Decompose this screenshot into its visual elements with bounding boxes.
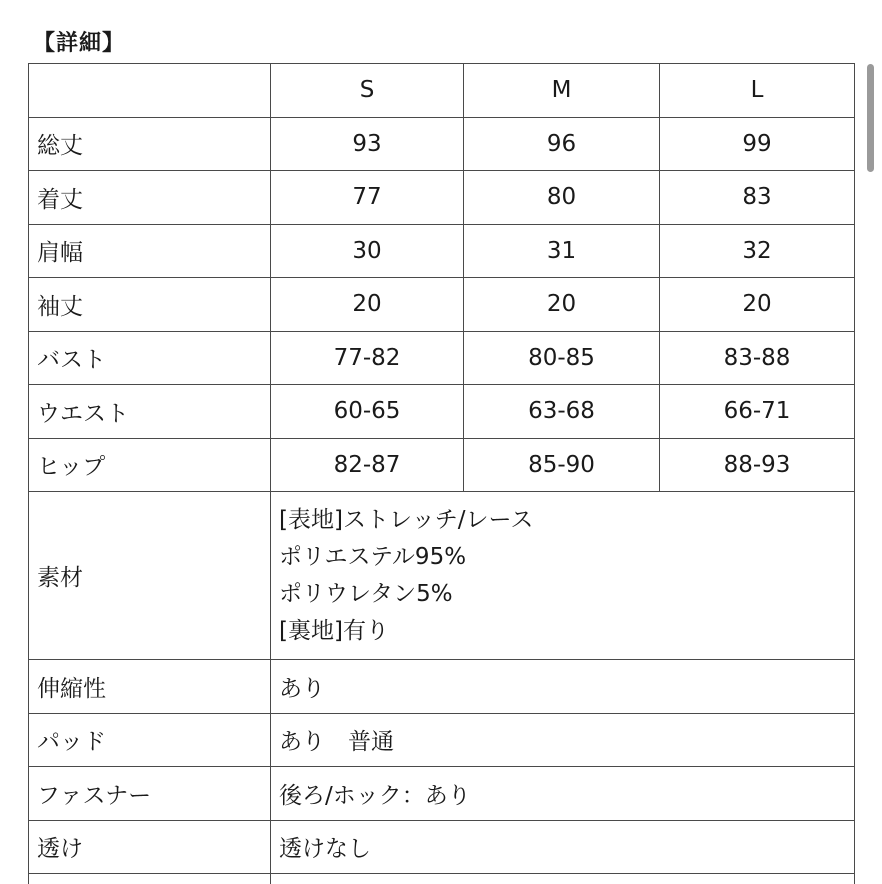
material-cell — [271, 492, 855, 660]
value-cell: 60-65 — [271, 385, 464, 439]
value-cell: 85-90 — [464, 438, 660, 492]
value-cell: 66-71 — [660, 385, 855, 439]
material-row — [29, 492, 855, 660]
detail-value: 後ろ/ホック：あり — [271, 767, 855, 821]
table-row — [29, 385, 855, 439]
scrollbar-thumb[interactable] — [867, 64, 874, 172]
table-row — [29, 660, 855, 714]
row-label: パッド — [29, 713, 271, 767]
row-label: 着丈 — [29, 171, 271, 225]
value-cell: 99 — [660, 117, 855, 171]
detail-value: 透けなし — [271, 820, 855, 874]
value-cell: 80-85 — [464, 331, 660, 385]
value-cell: 20 — [660, 278, 855, 332]
empty-cell — [29, 874, 271, 884]
size-header-s: S — [271, 64, 464, 118]
size-header-row — [29, 64, 855, 118]
material-line: ポリエステル95% — [279, 543, 467, 570]
table-row — [29, 767, 855, 821]
table-row — [29, 171, 855, 225]
size-header-m: M — [464, 64, 660, 118]
table-row — [29, 820, 855, 874]
row-label: 肩幅 — [29, 224, 271, 278]
value-cell: 83-88 — [660, 331, 855, 385]
row-label: 総丈 — [29, 117, 271, 171]
table-row — [29, 438, 855, 492]
section-heading: 【詳細】 — [33, 31, 126, 56]
value-cell: 32 — [660, 224, 855, 278]
row-label: 透け — [29, 820, 271, 874]
material-line: [表地]ストレッチ/レース — [279, 506, 534, 533]
detail-value: あり 普通 — [271, 713, 855, 767]
table-row — [29, 713, 855, 767]
value-cell: 77-82 — [271, 331, 464, 385]
value-cell: 20 — [464, 278, 660, 332]
table-row — [29, 117, 855, 171]
value-cell: 20 — [271, 278, 464, 332]
row-label: ウエスト — [29, 385, 271, 439]
table-row — [29, 224, 855, 278]
value-cell: 31 — [464, 224, 660, 278]
value-cell: 93 — [271, 117, 464, 171]
empty-cell — [271, 874, 855, 884]
corner-cell — [29, 64, 271, 118]
material-line: [裏地]有り — [279, 617, 389, 644]
material-line: ポリウレタン5% — [279, 580, 453, 607]
value-cell: 63-68 — [464, 385, 660, 439]
detail-value: あり — [271, 660, 855, 714]
value-cell: 80 — [464, 171, 660, 225]
table-row — [29, 278, 855, 332]
row-label: 伸縮性 — [29, 660, 271, 714]
table-row — [29, 331, 855, 385]
row-label: ヒップ — [29, 438, 271, 492]
table-row-cut-off — [29, 874, 855, 884]
value-cell: 83 — [660, 171, 855, 225]
value-cell: 82-87 — [271, 438, 464, 492]
size-header-l: L — [660, 64, 855, 118]
value-cell: 30 — [271, 224, 464, 278]
row-label: 素材 — [29, 492, 271, 660]
value-cell: 77 — [271, 171, 464, 225]
row-label: 袖丈 — [29, 278, 271, 332]
size-spec-table — [28, 63, 855, 884]
row-label: バスト — [29, 331, 271, 385]
row-label: ファスナー — [29, 767, 271, 821]
value-cell: 88-93 — [660, 438, 855, 492]
value-cell: 96 — [464, 117, 660, 171]
